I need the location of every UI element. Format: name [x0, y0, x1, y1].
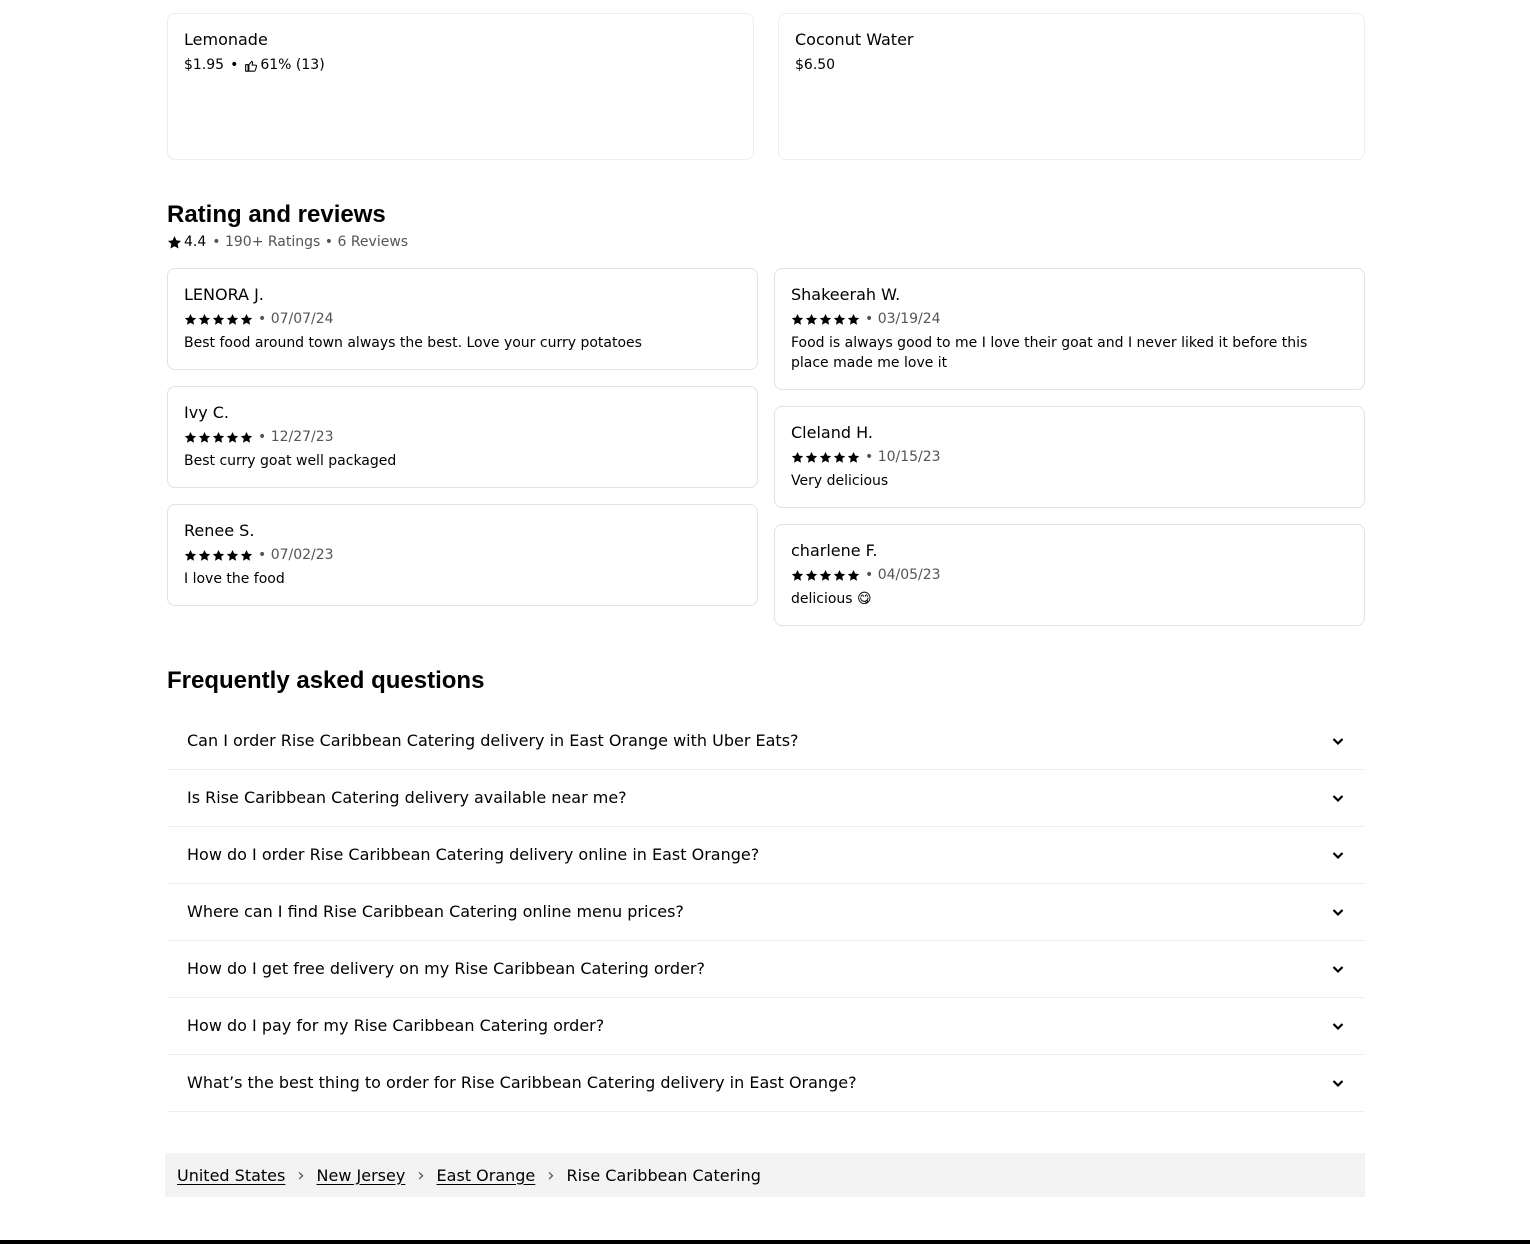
faq-question: What’s the best thing to order for Rise Caribbean Catering delivery in East Orange? [187, 1073, 857, 1092]
faq-question: How do I get free delivery on my Rise Caribbean Catering order? [187, 959, 705, 978]
star-icon [833, 451, 846, 464]
reviewer-name: Renee S. [184, 521, 255, 540]
menu-item-name: Lemonade [184, 30, 268, 49]
chevron-down-icon [1331, 905, 1345, 919]
star-icon [212, 431, 225, 444]
star-rating [184, 313, 254, 326]
faq-list [167, 713, 1365, 1112]
breadcrumb-current: Rise Caribbean Catering [566, 1165, 761, 1185]
star-rating [184, 549, 254, 562]
star-icon [212, 313, 225, 326]
chevron-down-icon [1331, 1019, 1345, 1033]
menu-item-meta [184, 56, 737, 74]
star-icon [847, 451, 860, 464]
reviewer-name: Ivy C. [184, 403, 229, 422]
review-text: delicious 😋 [791, 591, 872, 607]
star-icon [833, 313, 846, 326]
star-rating [791, 451, 861, 464]
star-icon [847, 569, 860, 582]
star-icon [791, 451, 804, 464]
menu-item-card-lemonade[interactable] [167, 13, 754, 160]
chevron-down-icon [1331, 962, 1345, 976]
star-icon [240, 313, 253, 326]
faq-item[interactable] [167, 770, 1365, 827]
reviews-title: Rating and reviews [167, 201, 386, 228]
review-text: I love the food [184, 571, 285, 587]
star-icon [184, 431, 197, 444]
chevron-down-icon [1331, 734, 1345, 748]
faq-item[interactable] [167, 884, 1365, 941]
star-rating [791, 569, 861, 582]
meta-separator: • [230, 57, 239, 73]
star-icon [226, 549, 239, 562]
star-icon [198, 313, 211, 326]
review-meta [791, 310, 1348, 328]
star-rating [791, 313, 861, 326]
breadcrumb [165, 1153, 1365, 1197]
menu-item-price: $6.50 [795, 57, 836, 73]
review-meta [791, 566, 1348, 584]
star-icon [184, 549, 197, 562]
breadcrumb-separator: › [297, 1164, 305, 1186]
review-text: Best food around town always the best. Love your curry potatoes [184, 335, 642, 351]
star-icon [819, 313, 832, 326]
star-icon [791, 569, 804, 582]
star-icon [819, 569, 832, 582]
review-meta [791, 448, 1348, 466]
star-icon [212, 549, 225, 562]
star-icon [184, 313, 197, 326]
review-card [774, 268, 1365, 390]
reviewer-name: LENORA J. [184, 285, 264, 304]
review-text: Food is always good to me I love their goat and I never liked it before this place made me love it [791, 335, 1308, 371]
star-icon [240, 431, 253, 444]
faq-item[interactable] [167, 713, 1365, 770]
chevron-down-icon [1331, 1076, 1345, 1090]
star-icon [226, 313, 239, 326]
review-date: • 04/05/23 [865, 567, 941, 583]
breadcrumb-link-city[interactable]: East Orange [436, 1165, 536, 1185]
faq-question: Is Rise Caribbean Catering delivery available near me? [187, 788, 627, 807]
faq-question: How do I order Rise Caribbean Catering delivery online in East Orange? [187, 845, 760, 864]
review-card [774, 406, 1365, 508]
menu-item-name: Coconut Water [795, 30, 914, 49]
chevron-down-icon [1331, 848, 1345, 862]
star-rating [184, 431, 254, 444]
star-icon [240, 549, 253, 562]
breadcrumb-link-state[interactable]: New Jersey [316, 1165, 406, 1185]
star-icon [805, 313, 818, 326]
review-meta [184, 428, 741, 446]
reviewer-name: Cleland H. [791, 423, 873, 442]
star-icon [226, 431, 239, 444]
rating-value: 4.4 [184, 234, 207, 250]
faq-question: Where can I find Rise Caribbean Catering online menu prices? [187, 902, 684, 921]
review-text: Best curry goat well packaged [184, 453, 397, 469]
review-card [167, 268, 758, 370]
faq-item[interactable] [167, 998, 1365, 1055]
faq-title: Frequently asked questions [167, 667, 485, 694]
review-date: • 07/02/23 [258, 547, 334, 563]
star-icon [819, 451, 832, 464]
review-text: Very delicious [791, 473, 889, 489]
review-date: • 12/27/23 [258, 429, 334, 445]
chevron-down-icon [1331, 791, 1345, 805]
menu-item-rating: 61% (13) [260, 57, 325, 73]
star-icon [833, 569, 846, 582]
faq-item[interactable] [167, 941, 1365, 998]
footer-edge [0, 1240, 1530, 1244]
review-date: • 10/15/23 [865, 449, 941, 465]
faq-question: How do I pay for my Rise Caribbean Catering order? [187, 1016, 605, 1035]
menu-item-price: $1.95 [184, 57, 225, 73]
star-icon [198, 431, 211, 444]
review-card [167, 386, 758, 488]
thumbs-up-icon [244, 59, 257, 72]
star-icon [167, 235, 182, 250]
rating-counts: • 190+ Ratings • 6 Reviews [212, 234, 409, 250]
star-icon [805, 451, 818, 464]
faq-question: Can I order Rise Caribbean Catering delivery in East Orange with Uber Eats? [187, 731, 799, 750]
breadcrumb-link-country[interactable]: United States [177, 1165, 286, 1185]
menu-item-card-coconut-water[interactable] [778, 13, 1365, 160]
reviewer-name: Shakeerah W. [791, 285, 901, 304]
review-meta [184, 310, 741, 328]
star-icon [805, 569, 818, 582]
faq-item[interactable] [167, 1055, 1365, 1112]
star-icon [791, 313, 804, 326]
faq-item[interactable] [167, 827, 1365, 884]
review-date: • 03/19/24 [865, 311, 941, 327]
star-icon [198, 549, 211, 562]
breadcrumb-separator: › [417, 1164, 425, 1186]
review-card [167, 504, 758, 606]
menu-item-meta [795, 56, 1348, 74]
rating-summary [167, 233, 408, 251]
star-icon [847, 313, 860, 326]
review-meta [184, 546, 741, 564]
review-date: • 07/07/24 [258, 311, 334, 327]
breadcrumb-separator: › [547, 1164, 555, 1186]
review-card [774, 524, 1365, 626]
reviewer-name: charlene F. [791, 541, 878, 560]
